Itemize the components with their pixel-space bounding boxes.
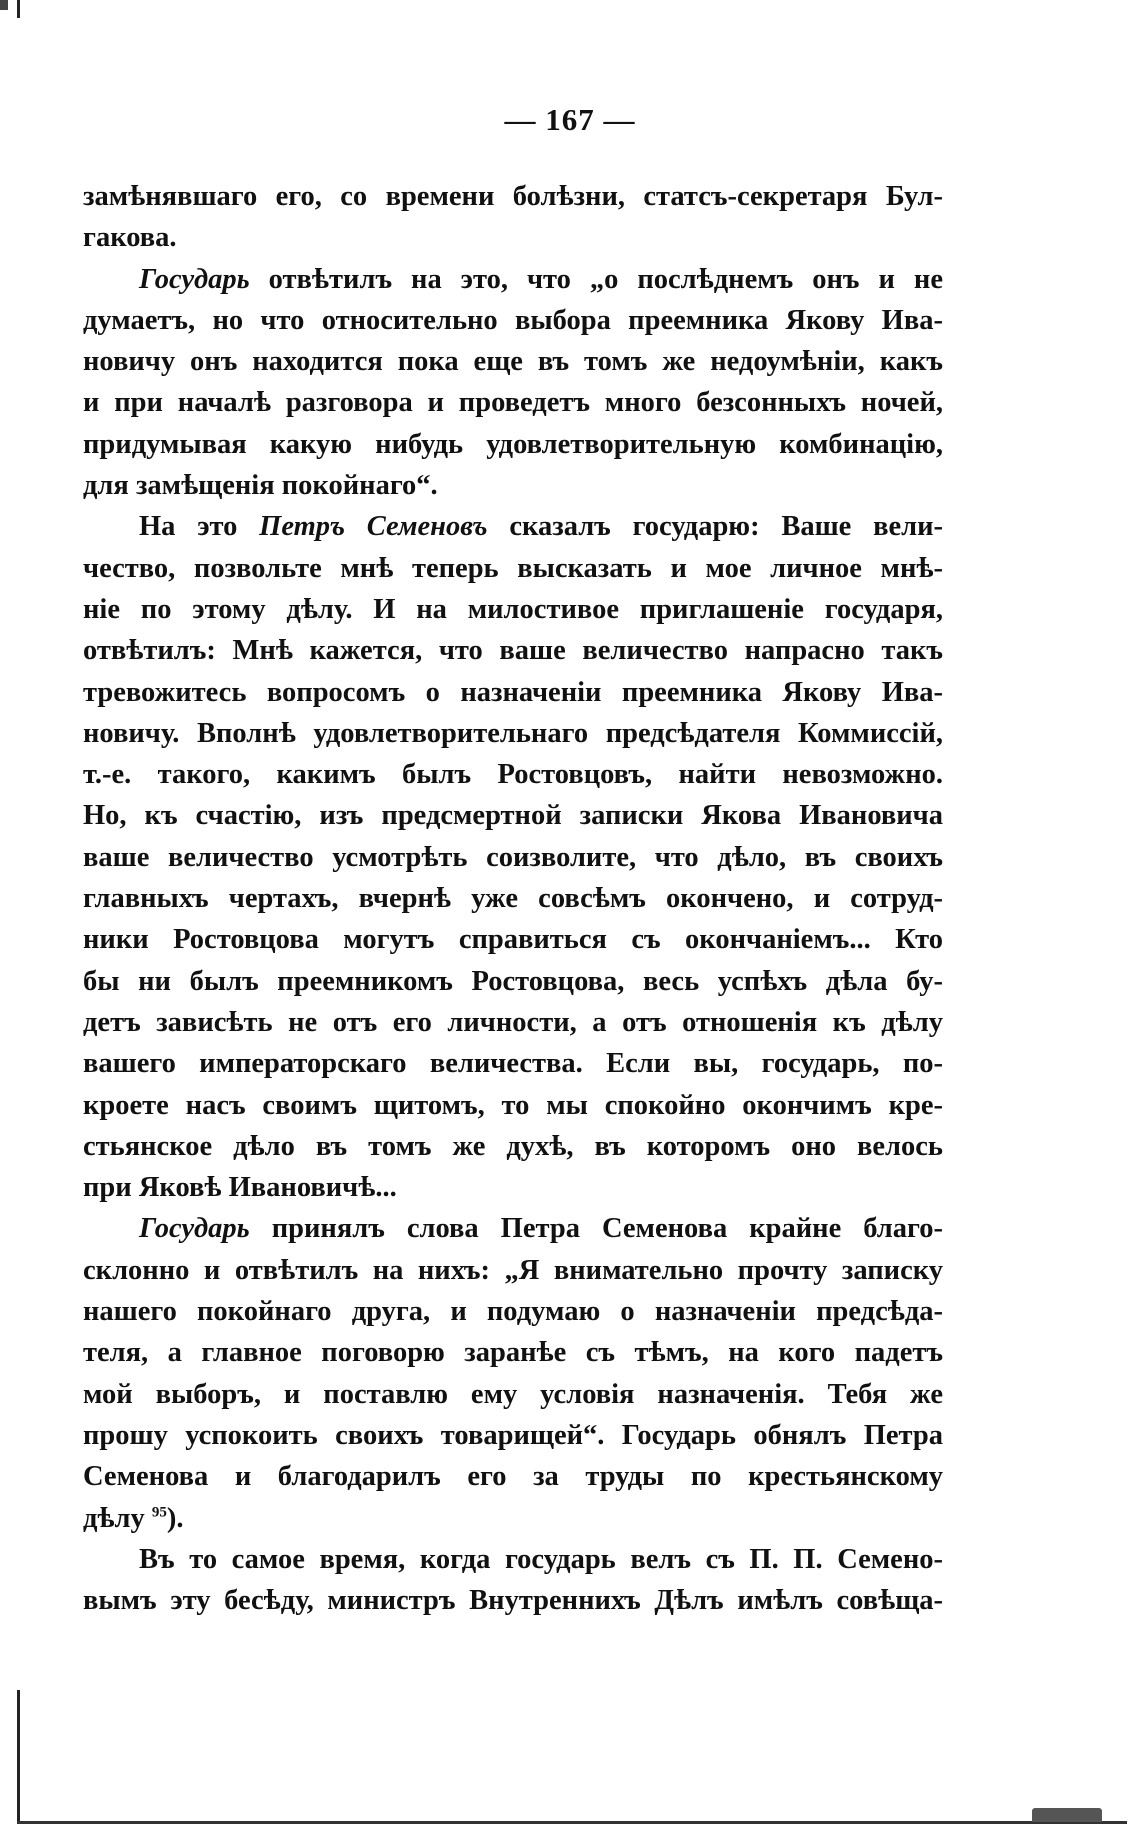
text-run: и при началѣ разговора и проведетъ много безсонныхъ ночей, xyxy=(83,387,943,419)
text-run: вымъ эту бесѣду, министръ Внутреннихъ Дѣлъ имѣлъ совѣща- xyxy=(83,1585,943,1617)
text-line xyxy=(83,176,943,217)
text-run: тревожитесь вопросомъ о назначеніи преемника Якову Ива- xyxy=(83,676,943,708)
text-run: мой выборъ, и поставлю ему условія назначенія. Тебя же xyxy=(83,1378,943,1410)
text-line xyxy=(83,1291,943,1332)
scan-left-edge-lower xyxy=(17,1690,20,1824)
text-run: нашего покойнаго друга, и подумаю о назначеніи предсѣда- xyxy=(83,1296,943,1328)
text-run: т.-е. такого, какимъ былъ Ростовцовъ, найти невозможно. xyxy=(83,759,943,791)
text-line xyxy=(83,1085,943,1126)
scan-corner-mark xyxy=(0,0,8,10)
text-line xyxy=(83,1002,943,1043)
text-line xyxy=(83,217,943,258)
text-run: Семенова и благодарилъ его за труды по крестьянскому xyxy=(83,1461,943,1493)
text-line xyxy=(83,1167,943,1208)
text-line xyxy=(83,630,943,671)
text-run: гакова. xyxy=(83,222,177,254)
text-run: главныхъ чертахъ, вчернѣ уже совсѣмъ окончено, и сотруд- xyxy=(83,883,943,915)
text-run: при Яковѣ Ивановичѣ... xyxy=(83,1172,397,1204)
footnote-marker: 95 xyxy=(151,1504,167,1520)
text-run: замѣнявшаго его, со времени болѣзни, статсъ-секретаря Бул- xyxy=(83,181,943,212)
italic-name: Петръ Семеновъ xyxy=(259,511,488,543)
text-run: кроете насъ своимъ щитомъ, то мы спокойно окончимъ кре- xyxy=(83,1089,943,1121)
text-run: придумывая какую нибудь удовлетворительную комбинацію, xyxy=(83,428,943,460)
text-run: стьянское дѣло въ томъ же духѣ, въ которомъ оно велось xyxy=(83,1130,943,1162)
text-run: Но, къ счастію, изъ предсмертной записки Якова Ивановича xyxy=(83,800,943,832)
text-line xyxy=(83,1374,943,1415)
text-line xyxy=(83,1250,943,1291)
text-run: вашего императорскаго величества. Если вы, государь, по- xyxy=(83,1048,943,1080)
text-run: новичу. Вполнѣ удовлетворительнаго предсѣдателя Коммиссій, xyxy=(83,717,943,749)
text-line xyxy=(83,1539,943,1580)
text-run: принялъ слова Петра Семенова крайне благо- xyxy=(249,1213,943,1245)
text-run: ніе по этому дѣлу. И на милостивое приглашеніе государя, xyxy=(83,593,943,625)
text-run: дѣлу xyxy=(83,1502,152,1534)
text-line xyxy=(83,713,943,754)
text-run: чество, позвольте мнѣ теперь высказать и мое личное мнѣ- xyxy=(83,552,943,584)
text-run: новичу онъ находится пока еще въ томъ же недоумѣніи, какъ xyxy=(83,346,943,378)
text-line xyxy=(83,506,943,547)
italic-name: Государь xyxy=(139,263,250,295)
text-line xyxy=(83,837,943,878)
text-line xyxy=(83,1456,943,1497)
scan-bottom-edge xyxy=(17,1821,1127,1824)
text-run: теля, а главное поговорю заранѣе съ тѣмъ, на кого падетъ xyxy=(83,1337,943,1369)
text-line xyxy=(83,300,943,341)
text-line xyxy=(83,548,943,589)
text-run: бы ни былъ преемникомъ Ростовцова, весь успѣхъ дѣла бу- xyxy=(83,965,943,997)
text-line xyxy=(83,382,943,423)
text-run: сказалъ государю: Ваше вели- xyxy=(487,511,943,543)
text-line xyxy=(83,919,943,960)
text-line xyxy=(83,1580,943,1621)
text-line xyxy=(83,341,943,382)
text-run: думаетъ, но что относительно выбора преемника Якову Ива- xyxy=(83,304,943,336)
scan-left-edge-upper xyxy=(17,0,20,18)
text-run: склонно и отвѣтилъ на нихъ: „Я внимательно прочту записку xyxy=(83,1254,943,1286)
text-run: прошу успокоить своихъ товарищей“. Государь обнялъ Петра xyxy=(83,1419,943,1451)
text-run: для замѣщенія покойнаго“. xyxy=(83,470,438,502)
text-line xyxy=(83,795,943,836)
text-line xyxy=(83,961,943,1002)
text-line xyxy=(83,754,943,795)
text-line xyxy=(83,1415,943,1456)
text-run: отвѣтилъ: Мнѣ кажется, что ваше величество напрасно такъ xyxy=(83,635,943,667)
text-run: На это xyxy=(139,511,260,543)
text-line xyxy=(83,1208,943,1249)
text-run: ваше величество усмотрѣть соизволите, что дѣло, въ своихъ xyxy=(83,841,943,873)
text-line xyxy=(83,424,943,465)
text-line xyxy=(83,1332,943,1373)
text-line xyxy=(83,1126,943,1167)
text-line xyxy=(83,878,943,919)
text-run: ники Ростовцова могутъ справиться съ окончаніемъ... Кто xyxy=(83,924,943,956)
scan-bottom-smudge xyxy=(1032,1808,1102,1822)
italic-name: Государь xyxy=(139,1213,250,1245)
text-line xyxy=(83,589,943,630)
text-run: детъ зависѣть не отъ его личности, а отъ отношенія къ дѣлу xyxy=(83,1006,943,1038)
page-number: — 167 — xyxy=(504,102,636,137)
body-text xyxy=(83,176,943,1621)
text-line xyxy=(83,672,943,713)
text-line xyxy=(83,1043,943,1084)
text-line xyxy=(83,259,943,300)
text-run: ). xyxy=(166,1502,184,1534)
text-run: Въ то самое время, когда государь велъ съ П. П. Семено- xyxy=(139,1543,943,1575)
text-line xyxy=(83,1498,943,1539)
text-line xyxy=(83,465,943,506)
text-run: отвѣтилъ на это, что „о послѣднемъ онъ и не xyxy=(249,263,943,295)
